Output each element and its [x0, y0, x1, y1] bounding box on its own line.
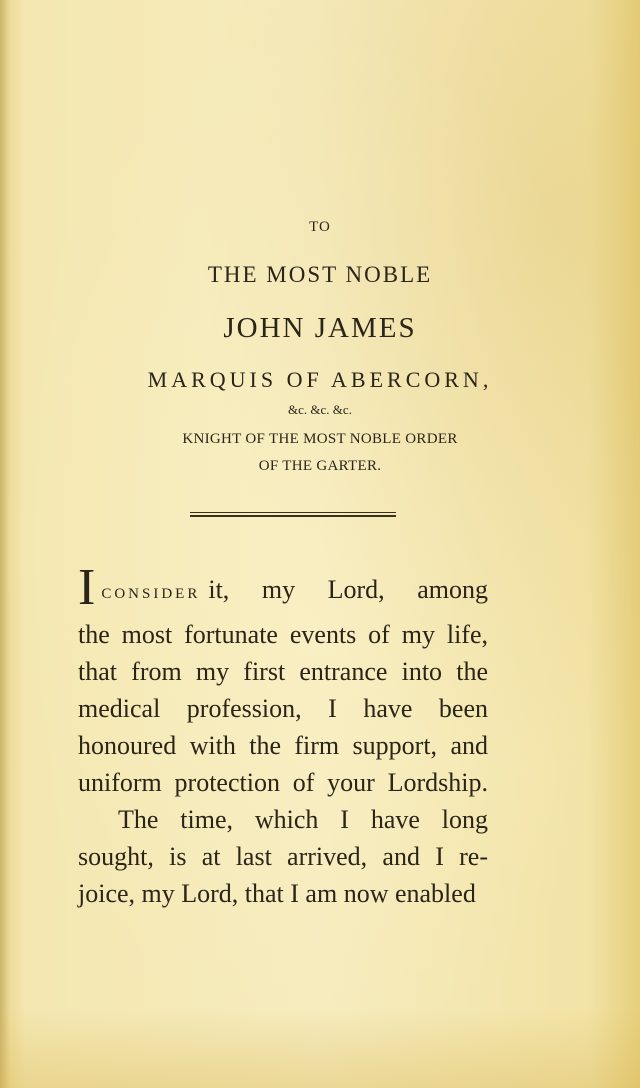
rule-thin-line	[190, 512, 396, 513]
letter-line-2: the most fortunate events of my life,	[78, 620, 488, 649]
dedication-etc: &c. &c. &c.	[288, 402, 352, 417]
dedication-garter: OF THE GARTER.	[258, 458, 382, 474]
dedication-marquis: MARQUIS OF ABERCORN,	[147, 367, 493, 392]
dedication-to: TO	[309, 219, 331, 235]
page-bottom-stain	[0, 1008, 640, 1088]
letter-line-3: that from my first entrance into the	[78, 657, 488, 686]
letter-line-1	[78, 559, 488, 616]
dedication-title: THE MOST NOBLE	[207, 262, 433, 287]
letter-line-4: medical profession, I have been	[78, 694, 488, 723]
drop-cap: I	[78, 559, 96, 616]
letter-line-9: joice, my Lord, that I am now enabled	[78, 879, 476, 908]
line1-rest: it, my Lord, among	[208, 575, 488, 604]
rule-thick-line	[190, 515, 396, 517]
letter-line-5: honoured with the firm support, and	[78, 731, 488, 760]
decorative-rule	[190, 512, 396, 517]
letter-line-8: sought, is at last arrived, and I re-	[78, 842, 488, 871]
dedication-name: JOHN JAMES	[223, 312, 417, 344]
page-edge-shadow	[0, 0, 10, 1088]
dedication-knight: KNIGHT OF THE MOST NOBLE ORDER	[182, 431, 458, 447]
letter-line-7: The time, which I have long	[118, 805, 488, 834]
letter-line-6: uniform protection of your Lordship.	[78, 768, 488, 797]
first-word: CONSIDER	[101, 586, 201, 602]
